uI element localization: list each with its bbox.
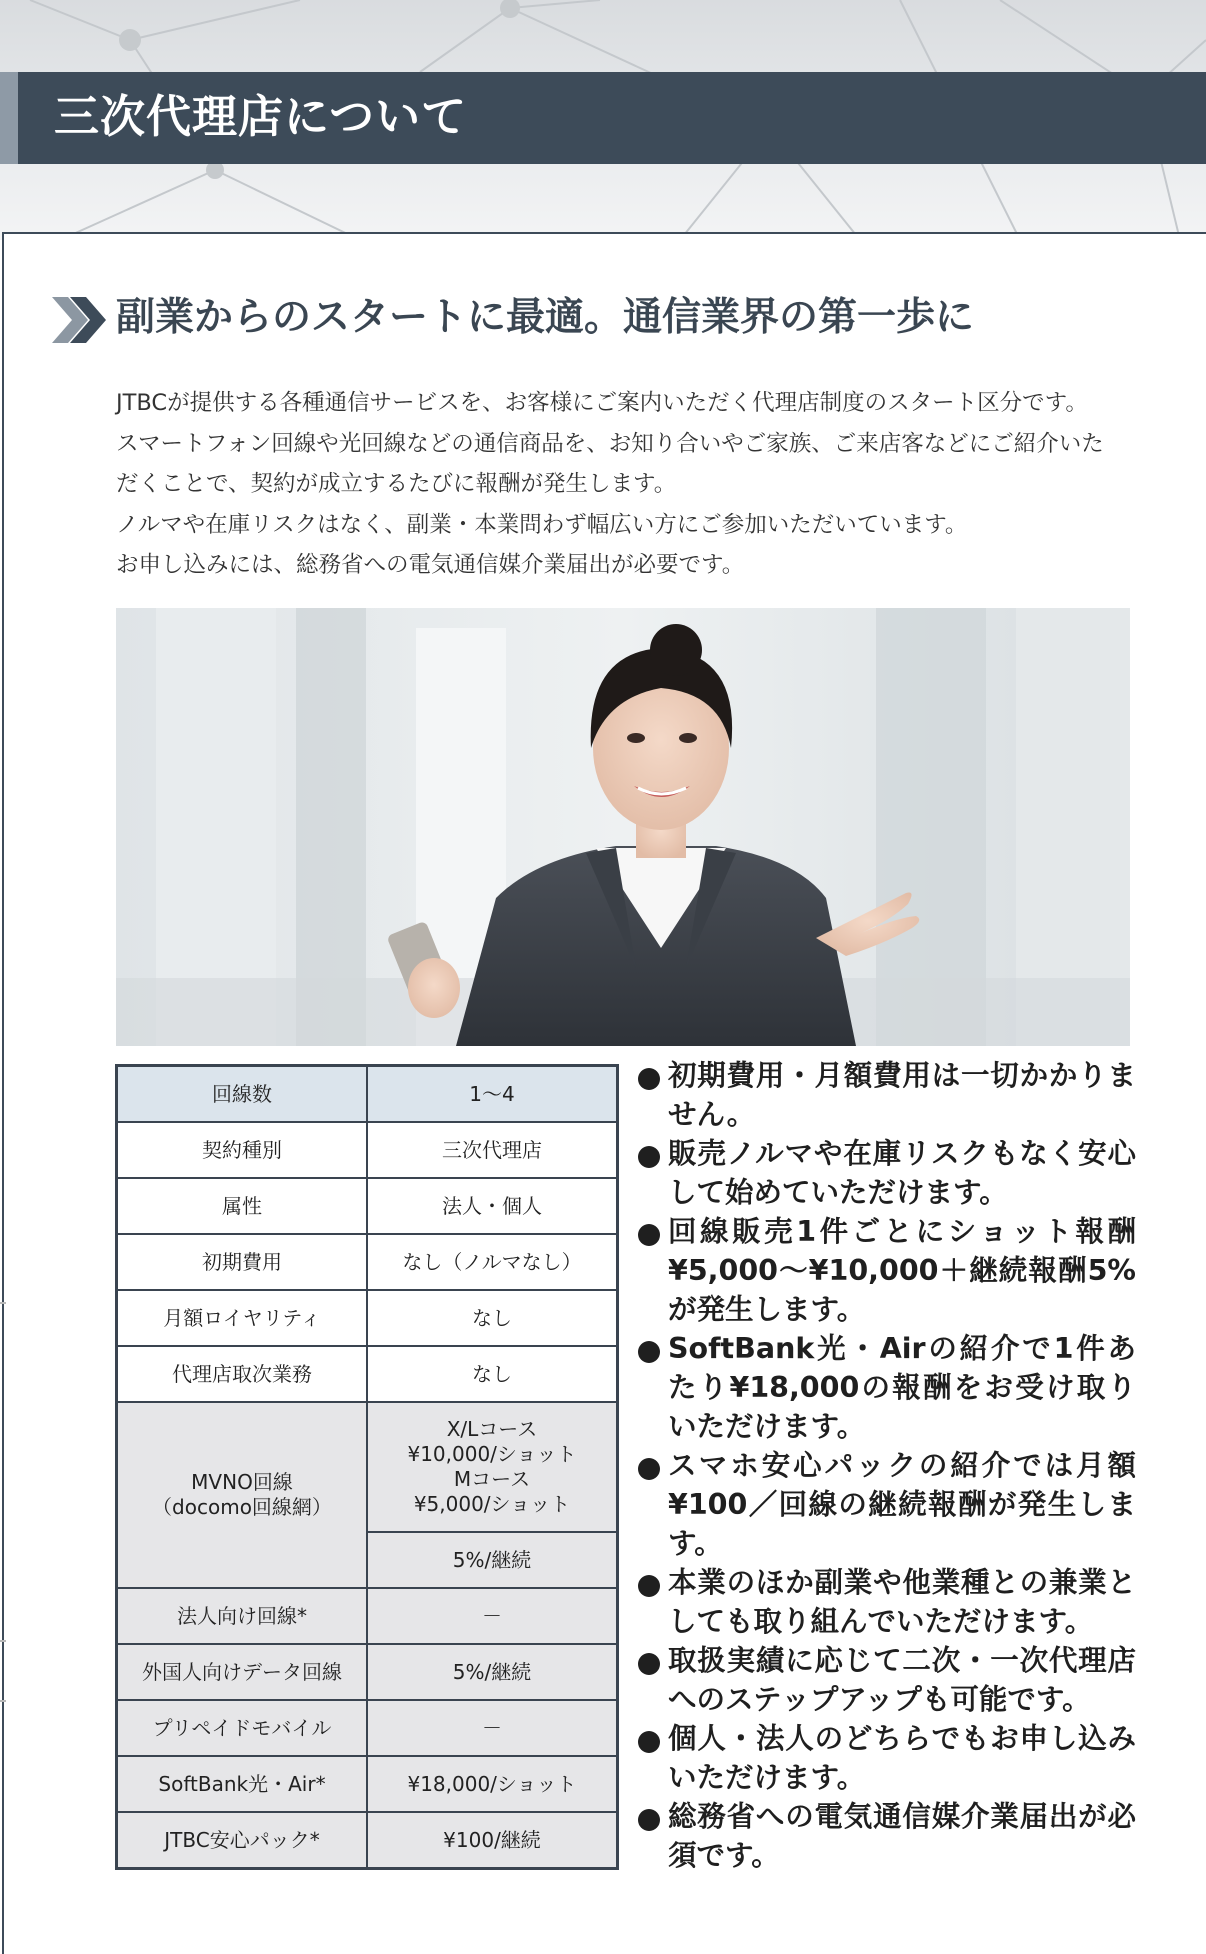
row-label: JTBC安心パック* [117,1812,368,1869]
row-value: － [367,1588,618,1644]
mvno-value-line: Mコース [453,1467,531,1491]
bullet-text: 取扱実績に応じて二次・一次代理店へのステップアップも可能です。 [668,1644,1136,1716]
row-label: 外国人向けデータ回線 [117,1644,368,1700]
row-value: ¥100/継続 [367,1812,618,1869]
row-label: 月額ロイヤリティ [117,1290,368,1346]
title-accent-bar [0,72,18,164]
bullet-icon [638,1068,660,1090]
intro-line: だくことで、契約が成立するたびに報酬が発生します。 [116,471,677,497]
page-title: 三次代理店について [54,90,468,143]
table-row [117,1066,618,1123]
list-item [636,1797,1136,1875]
row-label: 契約種別 [117,1122,368,1178]
bullet-icon [638,1575,660,1597]
mvno-value-line: ¥10,000/ショット [407,1442,577,1466]
page-edge-mark [0,1302,6,1304]
table-row [117,1756,618,1812]
bullet-text: 個人・法人のどちらでもお申し込みいただけます。 [668,1722,1136,1794]
mvno-continuing: 5%/継続 [367,1532,618,1588]
intro-line: ノルマや在庫リスクはなく、副業・本業問わず幅広い方にご参加いただいています。 [116,511,968,538]
list-item [636,1641,1136,1719]
table-row [117,1290,618,1346]
bullet-text: スマホ安心パックの紹介では月額¥100／回線の継続報酬が発生します。 [668,1449,1136,1560]
list-item [636,1212,1136,1329]
list-item [636,1056,1136,1134]
bullet-icon [638,1341,660,1363]
bullet-text: 本業のほか副業や他業種との兼業としても取り組んでいただけます。 [668,1566,1136,1638]
mvno-label-line: （docomo回線網） [152,1495,332,1519]
row-value: なし（ノルマなし） [367,1234,618,1290]
row-value: 1～4 [367,1066,618,1123]
spec-table [115,1064,619,1870]
feature-bullets [636,1056,1136,1875]
mvno-label-line: MVNO回線 [191,1470,293,1494]
bullet-icon [638,1224,660,1246]
title-band [0,72,1206,164]
row-label: 初期費用 [117,1234,368,1290]
list-item [636,1134,1136,1212]
row-label: 代理店取次業務 [117,1346,368,1402]
table-row [117,1346,618,1402]
intro-line: スマートフォン回線や光回線などの通信商品を、お知り合いやご家族、ご来店客などにご紹介いた [116,430,1104,457]
table-row [117,1122,618,1178]
table-row [117,1700,618,1756]
row-value: 法人・個人 [367,1178,618,1234]
bullet-text: 回線販売1件ごとにショット報酬¥5,000～¥10,000＋継続報酬5%が発生します。 [668,1215,1136,1326]
row-value: － [367,1700,618,1756]
bullet-icon [638,1458,660,1480]
table-row [117,1812,618,1869]
bullet-text: 初期費用・月額費用は一切かかりません。 [668,1059,1136,1131]
row-value: ¥18,000/ショット [367,1756,618,1812]
page-edge-mark [0,1640,6,1642]
list-item [636,1719,1136,1797]
bullet-text: 総務省への電気通信媒介業届出が必須です。 [668,1800,1136,1872]
intro-line: JTBCが提供する各種通信サービスを、お客様にご案内いただく代理店制度のスタート区分です。 [116,390,1088,416]
mvno-label [117,1402,368,1588]
row-label: 法人向け回線* [117,1588,368,1644]
bullet-icon [638,1653,660,1675]
list-item [636,1563,1136,1641]
table-row [117,1178,618,1234]
table-row [117,1588,618,1644]
row-label: SoftBank光・Air* [117,1756,368,1812]
row-label: 属性 [117,1178,368,1234]
row-value: なし [367,1346,618,1402]
double-chevron-icon [52,297,108,343]
list-item [636,1329,1136,1446]
list-item [636,1446,1136,1563]
mvno-value [367,1402,618,1532]
row-label: プリペイドモバイル [117,1700,368,1756]
section-title: 副業からのスタートに最適。通信業界の第一歩に [116,295,975,340]
businesswoman-photo [116,608,1130,1046]
row-value: 5%/継続 [367,1644,618,1700]
table-row [117,1234,618,1290]
intro-text [116,383,1136,586]
bullet-icon [638,1146,660,1168]
row-value: 三次代理店 [367,1122,618,1178]
bullet-icon [638,1809,660,1831]
bullet-text: 販売ノルマや在庫リスクもなく安心して始めていただけます。 [668,1137,1136,1209]
table-row-mvno [117,1402,618,1532]
row-value: なし [367,1290,618,1346]
mvno-value-line: ¥5,000/ショット [413,1492,571,1516]
table-row [117,1644,618,1700]
bullet-text: SoftBank光・Airの紹介で1件あたり¥18,000の報酬をお受け取りいただけます。 [668,1332,1136,1443]
intro-line: お申し込みには、総務省への電気通信媒介業届出が必要です。 [116,552,745,578]
mvno-value-line: X/Lコース [446,1417,538,1441]
row-label: 回線数 [117,1066,368,1123]
bullet-icon [638,1731,660,1753]
page-edge-mark [0,1700,6,1702]
